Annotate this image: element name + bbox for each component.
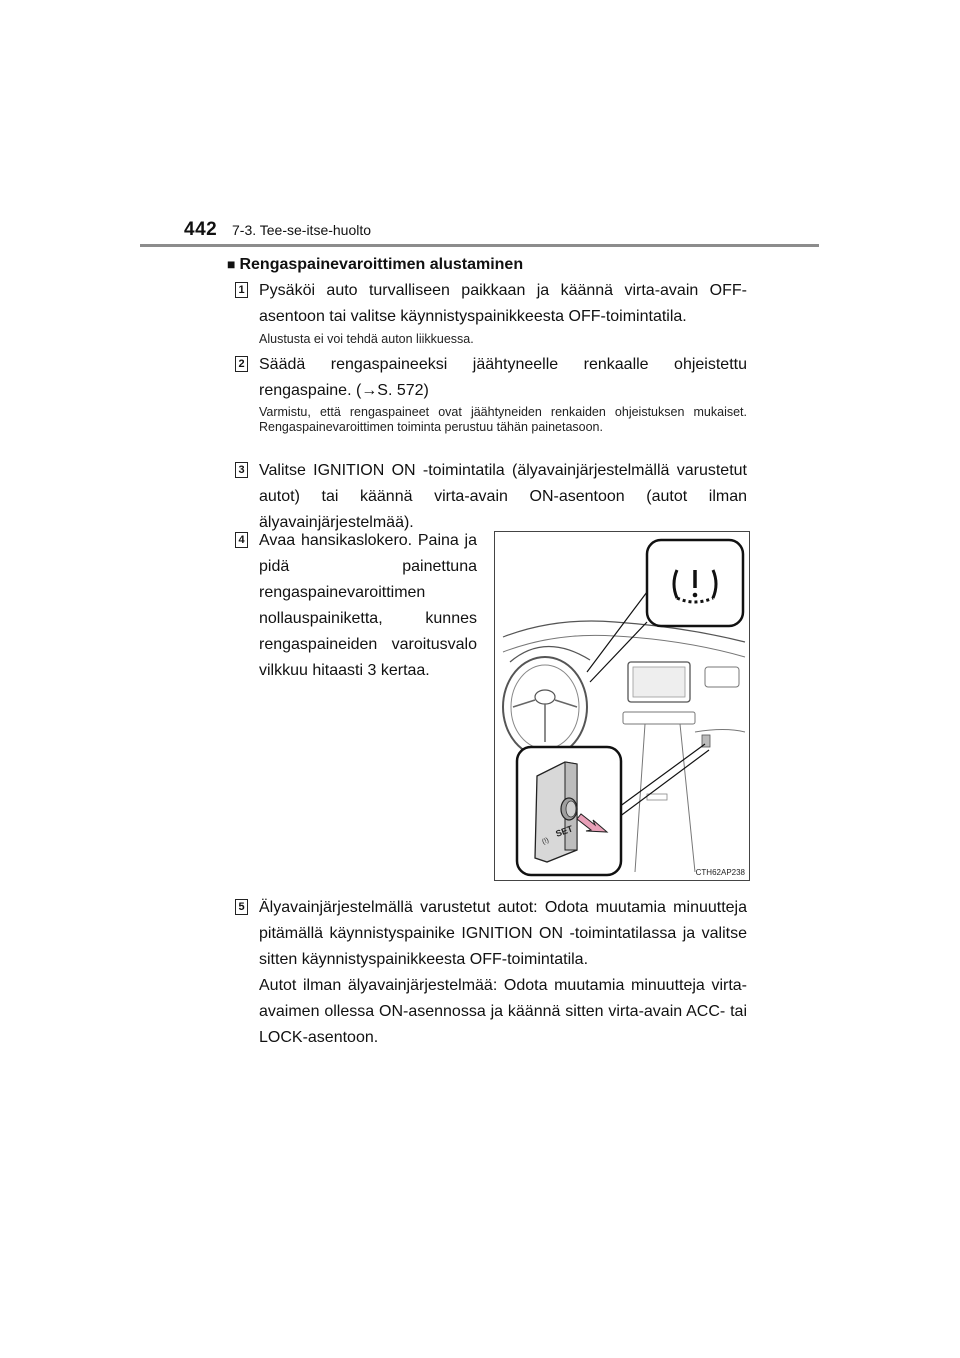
step-text: Valitse IGNITION ON -toimintatila (älyavainjärjestelmällä varustetut autot) tai käännä virta-avain ON-asentoon (autot ilman älyavainjärjestelmää). [259,462,747,531]
step-text: Autot ilman älyavainjärjestelmää: Odota muutamia minuutteja virta-avaimen ollessa ON-asennossa ja käännä sitten virta-avain ACC- tai LOCK-asentoon. [259,977,747,1046]
section-heading-text: Rengaspainevaroittimen alustaminen [239,256,524,273]
step-number: 3 [235,462,248,478]
set-label: SET [554,823,575,839]
dashboard-illustration [494,531,750,881]
section-title: 7-3. Tee-se-itse-huolto [232,222,372,238]
step-number: 5 [235,899,248,915]
step-note: Varmistu, että rengaspaineet ovat jäähtyneiden renkaiden ohjeistuksen mukaiset. Rengaspainevaroittimen toiminta perustuu tähän painetasoon. [259,405,747,434]
figure-code: CTH62AP238 [695,868,745,877]
step-text: Säädä rengaspaineeksi jäähtyneelle renkaalle ohjeistettu rengaspaine. (→S. 572) [259,356,747,399]
step-note: Alustusta ei voi tehdä auton liikkuessa. [259,332,474,346]
dashboard-drawing [495,532,751,882]
page-number: 442 [184,219,218,240]
step-text: Älyavainjärjestelmällä varustetut autot: Odota muutamia minuutteja pitämällä käynnistyspainike IGNITION ON -toimintatilassa ja valitse sitten käynnistyspainikkeesta OFF-toimintatila. [259,899,747,968]
header-divider [140,244,819,247]
set-warning-symbol: (!) [541,837,550,846]
step-number: 2 [235,356,248,372]
section-heading [227,256,523,274]
reset-button-icon [535,762,577,862]
square-bullet-icon: ■ [227,256,236,272]
step-text: Avaa hansikaslokero. Paina ja pidä painettuna rengaspainevaroittimen nollauspainiketta, kunnes rengaspaineiden varoitusvalo vilkkuu hitaasti 3 kertaa. [259,532,477,679]
step-number: 1 [235,282,248,298]
step-text: Pysäköi auto turvalliseen paikkaan ja käännä virta-avain OFF-asentoon tai valitse käynnistyspainikkeesta OFF-toimintatila. [259,282,747,325]
step-number: 4 [235,532,248,548]
